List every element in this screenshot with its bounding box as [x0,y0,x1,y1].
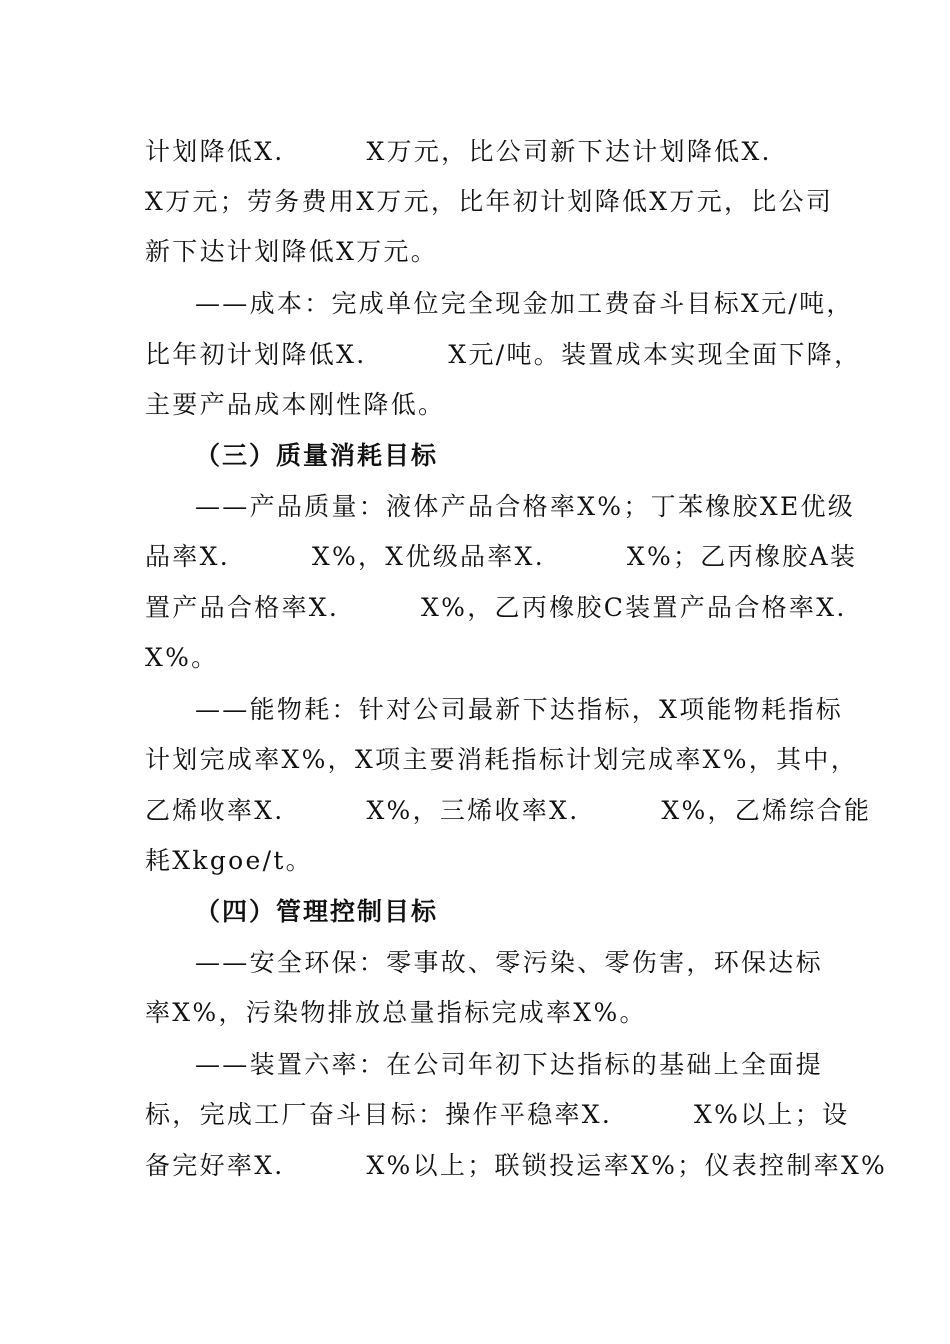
paragraph-line: 标，完成工厂奋斗目标：操作平稳率X. X%以上；设 [145,1100,850,1129]
section-heading: （四）管理控制目标 [195,897,439,926]
paragraph-line: 计划降低X. X万元，比公司新下达计划降低X. [145,137,772,166]
section-heading: （三）质量消耗目标 [195,441,439,470]
paragraph-line: 新下达计划降低X万元。 [145,237,439,266]
paragraph-line: ——安全环保：零事故、零污染、零伤害，环保达标 [195,948,823,977]
paragraph-line: 置产品合格率X. X%，乙丙橡胶C装置产品合格率X. [145,593,847,622]
paragraph-line: 率X%，污染物排放总量指标完成率X%。 [145,998,647,1027]
paragraph-line: 主要产品成本刚性降低。 [145,390,446,419]
paragraph-line: X%。 [145,643,219,672]
paragraph-line: 乙烯收率X. X%，三烯收率X. X%，乙烯综合能 [145,796,872,825]
paragraph-line: 计划完成率X%，X项主要消耗指标计划完成率X%，其中， [145,745,859,774]
paragraph-line: 比年初计划降低X. X元/吨。装置成本实现全面下降， [145,340,862,369]
paragraph-line: ——装置六率：在公司年初下达指标的基础上全面提 [195,1050,823,1079]
paragraph-line: X万元；劳务费用X万元，比年初计划降低X万元，比公司 [145,187,834,216]
paragraph-line: 品率X. X%，X优级品率X. X%；乙丙橡胶A装 [145,542,858,571]
paragraph-line: ——产品质量：液体产品合格率X%；丁苯橡胶XE优级 [195,492,856,521]
paragraph-line: 备完好率X. X%以上；联锁投运率X%；仪表控制率X% [145,1151,888,1180]
paragraph-line: ——成本：完成单位完全现金加工费奋斗目标X元/吨， [195,289,854,318]
paragraph-line: 耗Xkgoe/t。 [145,846,313,875]
paragraph-line: ——能物耗：针对公司最新下达指标，X项能物耗指标 [195,695,843,724]
